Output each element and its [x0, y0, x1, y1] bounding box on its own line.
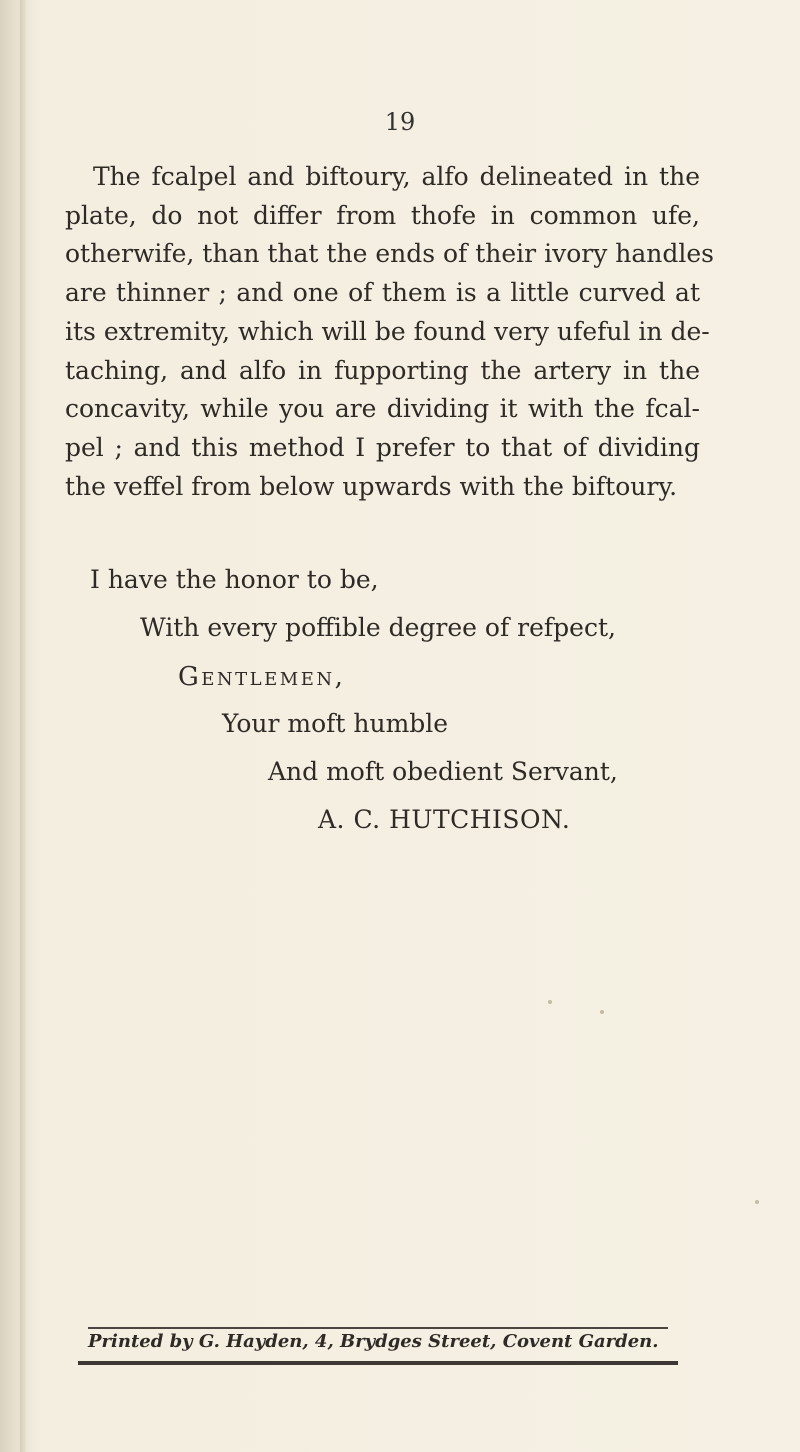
body-paragraph	[65, 158, 714, 506]
body-line: concavity, while you are dividing it with the fcal-	[65, 394, 700, 424]
paper-speck	[600, 1010, 604, 1014]
body-line: The fcalpel and biftoury, alfo delineated in the	[93, 162, 700, 191]
page-number: 19	[384, 108, 416, 136]
imprint-rule-top	[88, 1327, 668, 1329]
imprint-rule-bottom	[78, 1361, 678, 1365]
signature: A. C. HUTCHISON.	[318, 805, 571, 834]
body-line: are thinner ; and one of them is a little curved at	[65, 278, 700, 308]
closing-line: I have the honor to be,	[90, 565, 379, 594]
paper-speck	[755, 1200, 759, 1204]
closing-line: With every poffible degree of refpect,	[140, 613, 616, 642]
closing-line: And moft obedient Servant,	[268, 757, 618, 786]
binding-edge	[20, 0, 26, 1452]
body-line: otherwife, than that the ends of their ivory handles	[65, 239, 714, 269]
body-line: its extremity, which will be found very ufeful in de-	[65, 316, 710, 346]
paper-speck	[548, 1000, 552, 1004]
closing-line: Your moft humble	[222, 709, 449, 738]
body-line: plate, do not differ from thofe in common ufe,	[65, 200, 700, 230]
salutation: Gentlemen,	[178, 662, 346, 692]
body-line: taching, and alfo in fupporting the artery in the	[65, 355, 700, 385]
printer-imprint: Printed by G. Hayden, 4, Brydges Street, Covent Garden.	[88, 1331, 659, 1352]
body-line: the veffel from below upwards with the biftoury.	[65, 471, 678, 501]
body-line: pel ; and this method I prefer to that of dividing	[65, 432, 700, 462]
